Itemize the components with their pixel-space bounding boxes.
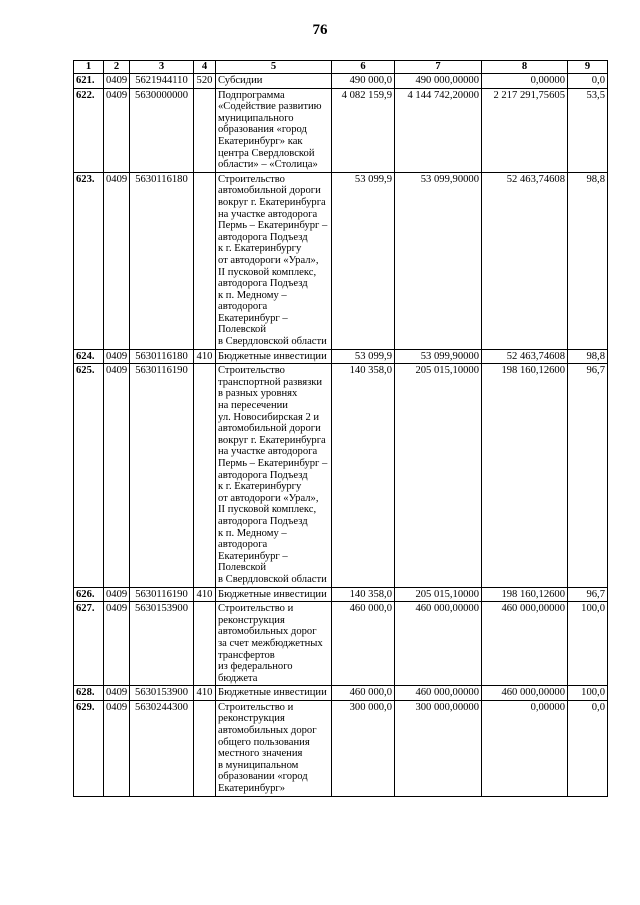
execution-percent: 98,8	[568, 172, 608, 349]
item-name: Строительство транспортной развязки в разных уровнях на пересечении ул. Новосибирская 2 и автомобильной дороги вокруг г. Екатеринбурга на участке автодорога Пермь – Екатеринбург – автодорога Подъезд к г. Екатеринбургу от автодороги «Урал», II пусковой комплекс, автодорога Подъезд к п. Медному – автодорога Екатеринбург – Полевской в Свердловской области	[216, 364, 332, 587]
header-col-3: 3	[130, 61, 194, 74]
item-name: Строительство автомобильной дороги вокруг г. Екатеринбурга на участке автодорога Пермь – Екатеринбург – автодорога Подъезд к г. Екатеринбургу от автодороги «Урал», II пусковой комплекс, автодорога Подъезд к п. Медному – автодорога Екатеринбург – Полевской в Свердловской области	[216, 172, 332, 349]
executed-amount: 460 000,00000	[482, 686, 568, 701]
table-row	[74, 700, 608, 796]
header-col-4: 4	[194, 61, 216, 74]
approved-amount: 4 082 159,9	[332, 88, 395, 172]
expense-type	[194, 364, 216, 587]
row-number: 623.	[74, 172, 104, 349]
header-col-6: 6	[332, 61, 395, 74]
header-col-2: 2	[104, 61, 130, 74]
header-col-5: 5	[216, 61, 332, 74]
target-code: 5630153900	[130, 686, 194, 701]
executed-amount: 52 463,74608	[482, 172, 568, 349]
approved-amount: 490 000,0	[332, 74, 395, 89]
table-row	[74, 686, 608, 701]
executed-amount: 2 217 291,75605	[482, 88, 568, 172]
expense-type	[194, 602, 216, 686]
approved-amount: 460 000,0	[332, 686, 395, 701]
table-row	[74, 587, 608, 602]
revised-amount: 205 015,10000	[395, 364, 482, 587]
item-name: Строительство и реконструкция автомобильных дорог за счет межбюджетных трансфертов из федерального бюджета	[216, 602, 332, 686]
target-code: 5630116190	[130, 364, 194, 587]
revised-amount: 4 144 742,20000	[395, 88, 482, 172]
section-code: 0409	[104, 88, 130, 172]
expense-type	[194, 88, 216, 172]
executed-amount: 460 000,00000	[482, 602, 568, 686]
target-code: 5630000000	[130, 88, 194, 172]
section-code: 0409	[104, 587, 130, 602]
execution-percent: 100,0	[568, 686, 608, 701]
revised-amount: 460 000,00000	[395, 686, 482, 701]
revised-amount: 460 000,00000	[395, 602, 482, 686]
expense-type: 410	[194, 686, 216, 701]
item-name: Бюджетные инвестиции	[216, 587, 332, 602]
revised-amount: 53 099,90000	[395, 349, 482, 364]
revised-amount: 53 099,90000	[395, 172, 482, 349]
revised-amount: 300 000,00000	[395, 700, 482, 796]
row-number: 626.	[74, 587, 104, 602]
section-code: 0409	[104, 74, 130, 89]
item-name: Бюджетные инвестиции	[216, 686, 332, 701]
execution-percent: 96,7	[568, 587, 608, 602]
row-number: 627.	[74, 602, 104, 686]
target-code: 5630116190	[130, 587, 194, 602]
row-number: 624.	[74, 349, 104, 364]
target-code: 5621944110	[130, 74, 194, 89]
execution-percent: 0,0	[568, 74, 608, 89]
executed-amount: 198 160,12600	[482, 587, 568, 602]
header-row	[74, 61, 608, 74]
approved-amount: 53 099,9	[332, 172, 395, 349]
revised-amount: 205 015,10000	[395, 587, 482, 602]
row-number: 628.	[74, 686, 104, 701]
approved-amount: 53 099,9	[332, 349, 395, 364]
approved-amount: 140 358,0	[332, 364, 395, 587]
row-number: 629.	[74, 700, 104, 796]
target-code: 5630116180	[130, 172, 194, 349]
section-code: 0409	[104, 602, 130, 686]
execution-percent: 100,0	[568, 602, 608, 686]
table-row	[74, 364, 608, 587]
approved-amount: 460 000,0	[332, 602, 395, 686]
header-col-7: 7	[395, 61, 482, 74]
section-code: 0409	[104, 349, 130, 364]
header-col-9: 9	[568, 61, 608, 74]
page-number: 76	[312, 22, 328, 38]
section-code: 0409	[104, 364, 130, 587]
table-row	[74, 74, 608, 89]
budget-table	[73, 60, 608, 797]
item-name: Субсидии	[216, 74, 332, 89]
expense-type: 520	[194, 74, 216, 89]
execution-percent: 53,5	[568, 88, 608, 172]
table-body	[74, 74, 608, 797]
executed-amount: 198 160,12600	[482, 364, 568, 587]
executed-amount: 0,00000	[482, 700, 568, 796]
table-row	[74, 88, 608, 172]
table-row	[74, 349, 608, 364]
expense-type	[194, 700, 216, 796]
item-name: Бюджетные инвестиции	[216, 349, 332, 364]
execution-percent: 98,8	[568, 349, 608, 364]
expense-type	[194, 172, 216, 349]
revised-amount: 490 000,00000	[395, 74, 482, 89]
header-col-1: 1	[74, 61, 104, 74]
section-code: 0409	[104, 686, 130, 701]
table-row	[74, 602, 608, 686]
row-number: 625.	[74, 364, 104, 587]
approved-amount: 300 000,0	[332, 700, 395, 796]
approved-amount: 140 358,0	[332, 587, 395, 602]
header-col-8: 8	[482, 61, 568, 74]
expense-type: 410	[194, 587, 216, 602]
row-number: 621.	[74, 74, 104, 89]
item-name: Строительство и реконструкция автомобильных дорог общего пользования местного значения в муниципальном образовании «город Екатеринбург»	[216, 700, 332, 796]
execution-percent: 96,7	[568, 364, 608, 587]
section-code: 0409	[104, 700, 130, 796]
table-row	[74, 172, 608, 349]
section-code: 0409	[104, 172, 130, 349]
target-code: 5630116180	[130, 349, 194, 364]
executed-amount: 0,00000	[482, 74, 568, 89]
item-name: Подпрограмма «Содействие развитию муниципального образования «город Екатеринбург» как центра Свердловской области» – «Столица»	[216, 88, 332, 172]
row-number: 622.	[74, 88, 104, 172]
execution-percent: 0,0	[568, 700, 608, 796]
expense-type: 410	[194, 349, 216, 364]
target-code: 5630153900	[130, 602, 194, 686]
executed-amount: 52 463,74608	[482, 349, 568, 364]
target-code: 5630244300	[130, 700, 194, 796]
